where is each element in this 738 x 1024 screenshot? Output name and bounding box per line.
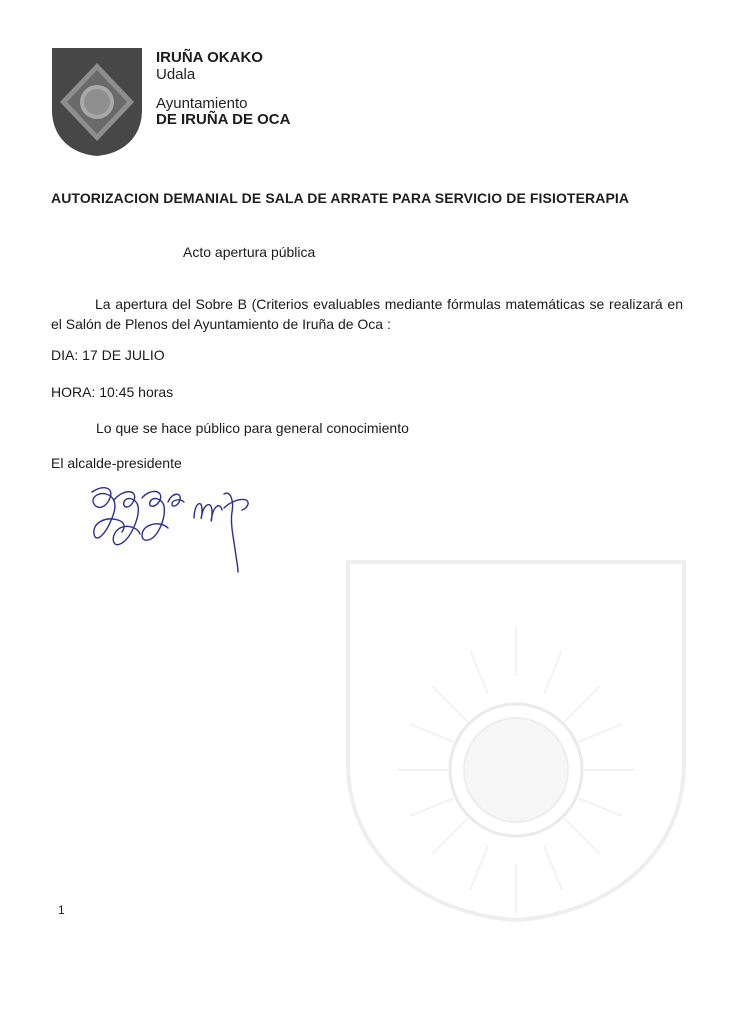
page-number: 1 — [58, 903, 65, 917]
document-subtitle: Acto apertura pública — [183, 244, 316, 260]
signatory-label: El alcalde-presidente — [51, 455, 182, 471]
org-type-spanish: Ayuntamiento — [156, 94, 248, 112]
org-type-basque: Udala — [156, 65, 196, 83]
watermark-shield-icon — [340, 554, 692, 926]
organization-name — [156, 50, 376, 129]
org-name-spanish: DE IRUÑA DE OCA — [156, 111, 291, 129]
handwritten-signature — [84, 478, 254, 574]
closing-line: Lo que se hace público para general conocimiento — [96, 420, 409, 436]
document-title: AUTORIZACION DEMANIAL DE SALA DE ARRATE PARA SERVICIO DE FISIOTERAPIA — [51, 190, 630, 206]
org-name-basque: IRUÑA OKAKO — [156, 49, 263, 66]
municipal-shield-icon — [50, 46, 144, 158]
announcement-paragraph: La apertura del Sobre B (Criterios evaluables mediante fórmulas matemáticas se realizará en el Salón de Plenos del Ayuntamiento de Iruña de Oca : — [51, 296, 683, 332]
time-line: HORA: 10:45 horas — [51, 384, 174, 400]
date-line: DIA: 17 DE JULIO — [51, 347, 165, 363]
